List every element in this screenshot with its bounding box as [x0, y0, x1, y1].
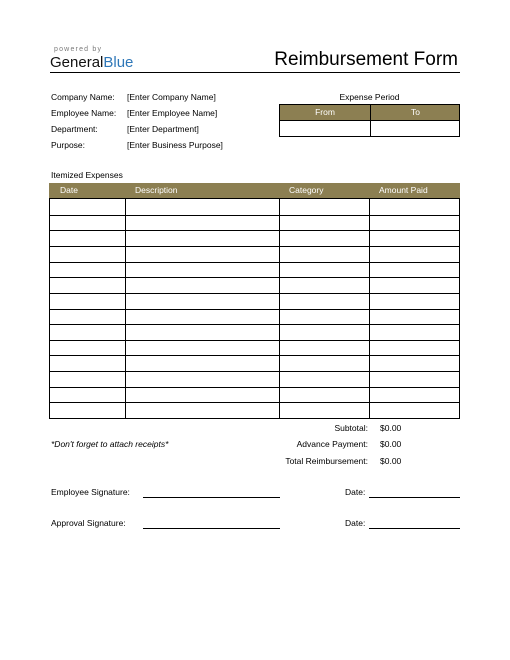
department-label: Department:	[51, 124, 98, 134]
col-header-amount-paid: Amount Paid	[379, 185, 428, 195]
col-header-description: Description	[135, 185, 178, 195]
total-reimbursement-label: Total Reimbursement:	[285, 456, 368, 466]
from-date-cell[interactable]	[280, 121, 370, 136]
to-date-cell[interactable]	[371, 121, 459, 136]
total-reimbursement-value: $0.00	[380, 456, 402, 466]
table-row-divider	[50, 262, 459, 263]
approval-signature-label: Approval Signature:	[51, 518, 126, 528]
expenses-table[interactable]	[49, 198, 460, 419]
advance-payment-label: Advance Payment:	[296, 439, 368, 449]
table-row-divider	[50, 293, 459, 294]
expense-period-table	[279, 104, 460, 137]
expenses-table-header	[49, 183, 460, 198]
company-name-field[interactable]: [Enter Company Name]	[127, 92, 216, 102]
brand-logo	[50, 54, 133, 71]
expense-period-title: Expense Period	[339, 92, 400, 102]
table-row-divider	[50, 340, 459, 341]
purpose-label: Purpose:	[51, 140, 86, 150]
department-field[interactable]: [Enter Department]	[127, 124, 199, 134]
company-name-label: Company Name:	[51, 92, 115, 102]
col-header-date: Date	[60, 185, 78, 195]
table-row-divider	[50, 230, 459, 231]
table-row-divider	[50, 309, 459, 310]
employee-name-field[interactable]: [Enter Employee Name]	[127, 108, 218, 118]
advance-payment-value: $0.00	[380, 439, 402, 449]
table-row-divider	[50, 355, 459, 356]
approval-date-line[interactable]	[369, 528, 460, 529]
table-row-divider	[50, 324, 459, 325]
brand-blue: Blue	[103, 54, 134, 71]
table-row-divider	[50, 215, 459, 216]
table-column-divider	[125, 199, 126, 418]
approval-signature-line[interactable]	[143, 528, 280, 529]
from-header: From	[315, 107, 335, 117]
col-header-category: Category	[289, 185, 324, 195]
employee-signature-label: Employee Signature:	[51, 487, 130, 497]
itemized-expenses-label: Itemized Expenses	[51, 170, 123, 180]
to-header: To	[411, 107, 420, 117]
header-divider	[50, 72, 460, 73]
table-row-divider	[50, 402, 459, 403]
table-row-divider	[50, 246, 459, 247]
subtotal-label: Subtotal:	[334, 423, 368, 433]
receipt-note: *Don't forget to attach receipts*	[51, 439, 169, 449]
table-row-divider	[50, 387, 459, 388]
employee-signature-line[interactable]	[143, 497, 280, 498]
employee-date-line[interactable]	[369, 497, 460, 498]
form-title: Reimbursement Form	[274, 49, 458, 70]
powered-by-text: powered by	[54, 46, 103, 53]
brand-general: General	[50, 54, 104, 71]
subtotal-value: $0.00	[380, 423, 402, 433]
approval-date-label: Date:	[345, 518, 366, 528]
table-column-divider	[279, 199, 280, 418]
employee-name-label: Employee Name:	[51, 108, 117, 118]
purpose-field[interactable]: [Enter Business Purpose]	[127, 140, 223, 150]
employee-date-label: Date:	[345, 487, 366, 497]
table-column-divider	[369, 199, 370, 418]
table-row-divider	[50, 371, 459, 372]
table-row-divider	[50, 277, 459, 278]
